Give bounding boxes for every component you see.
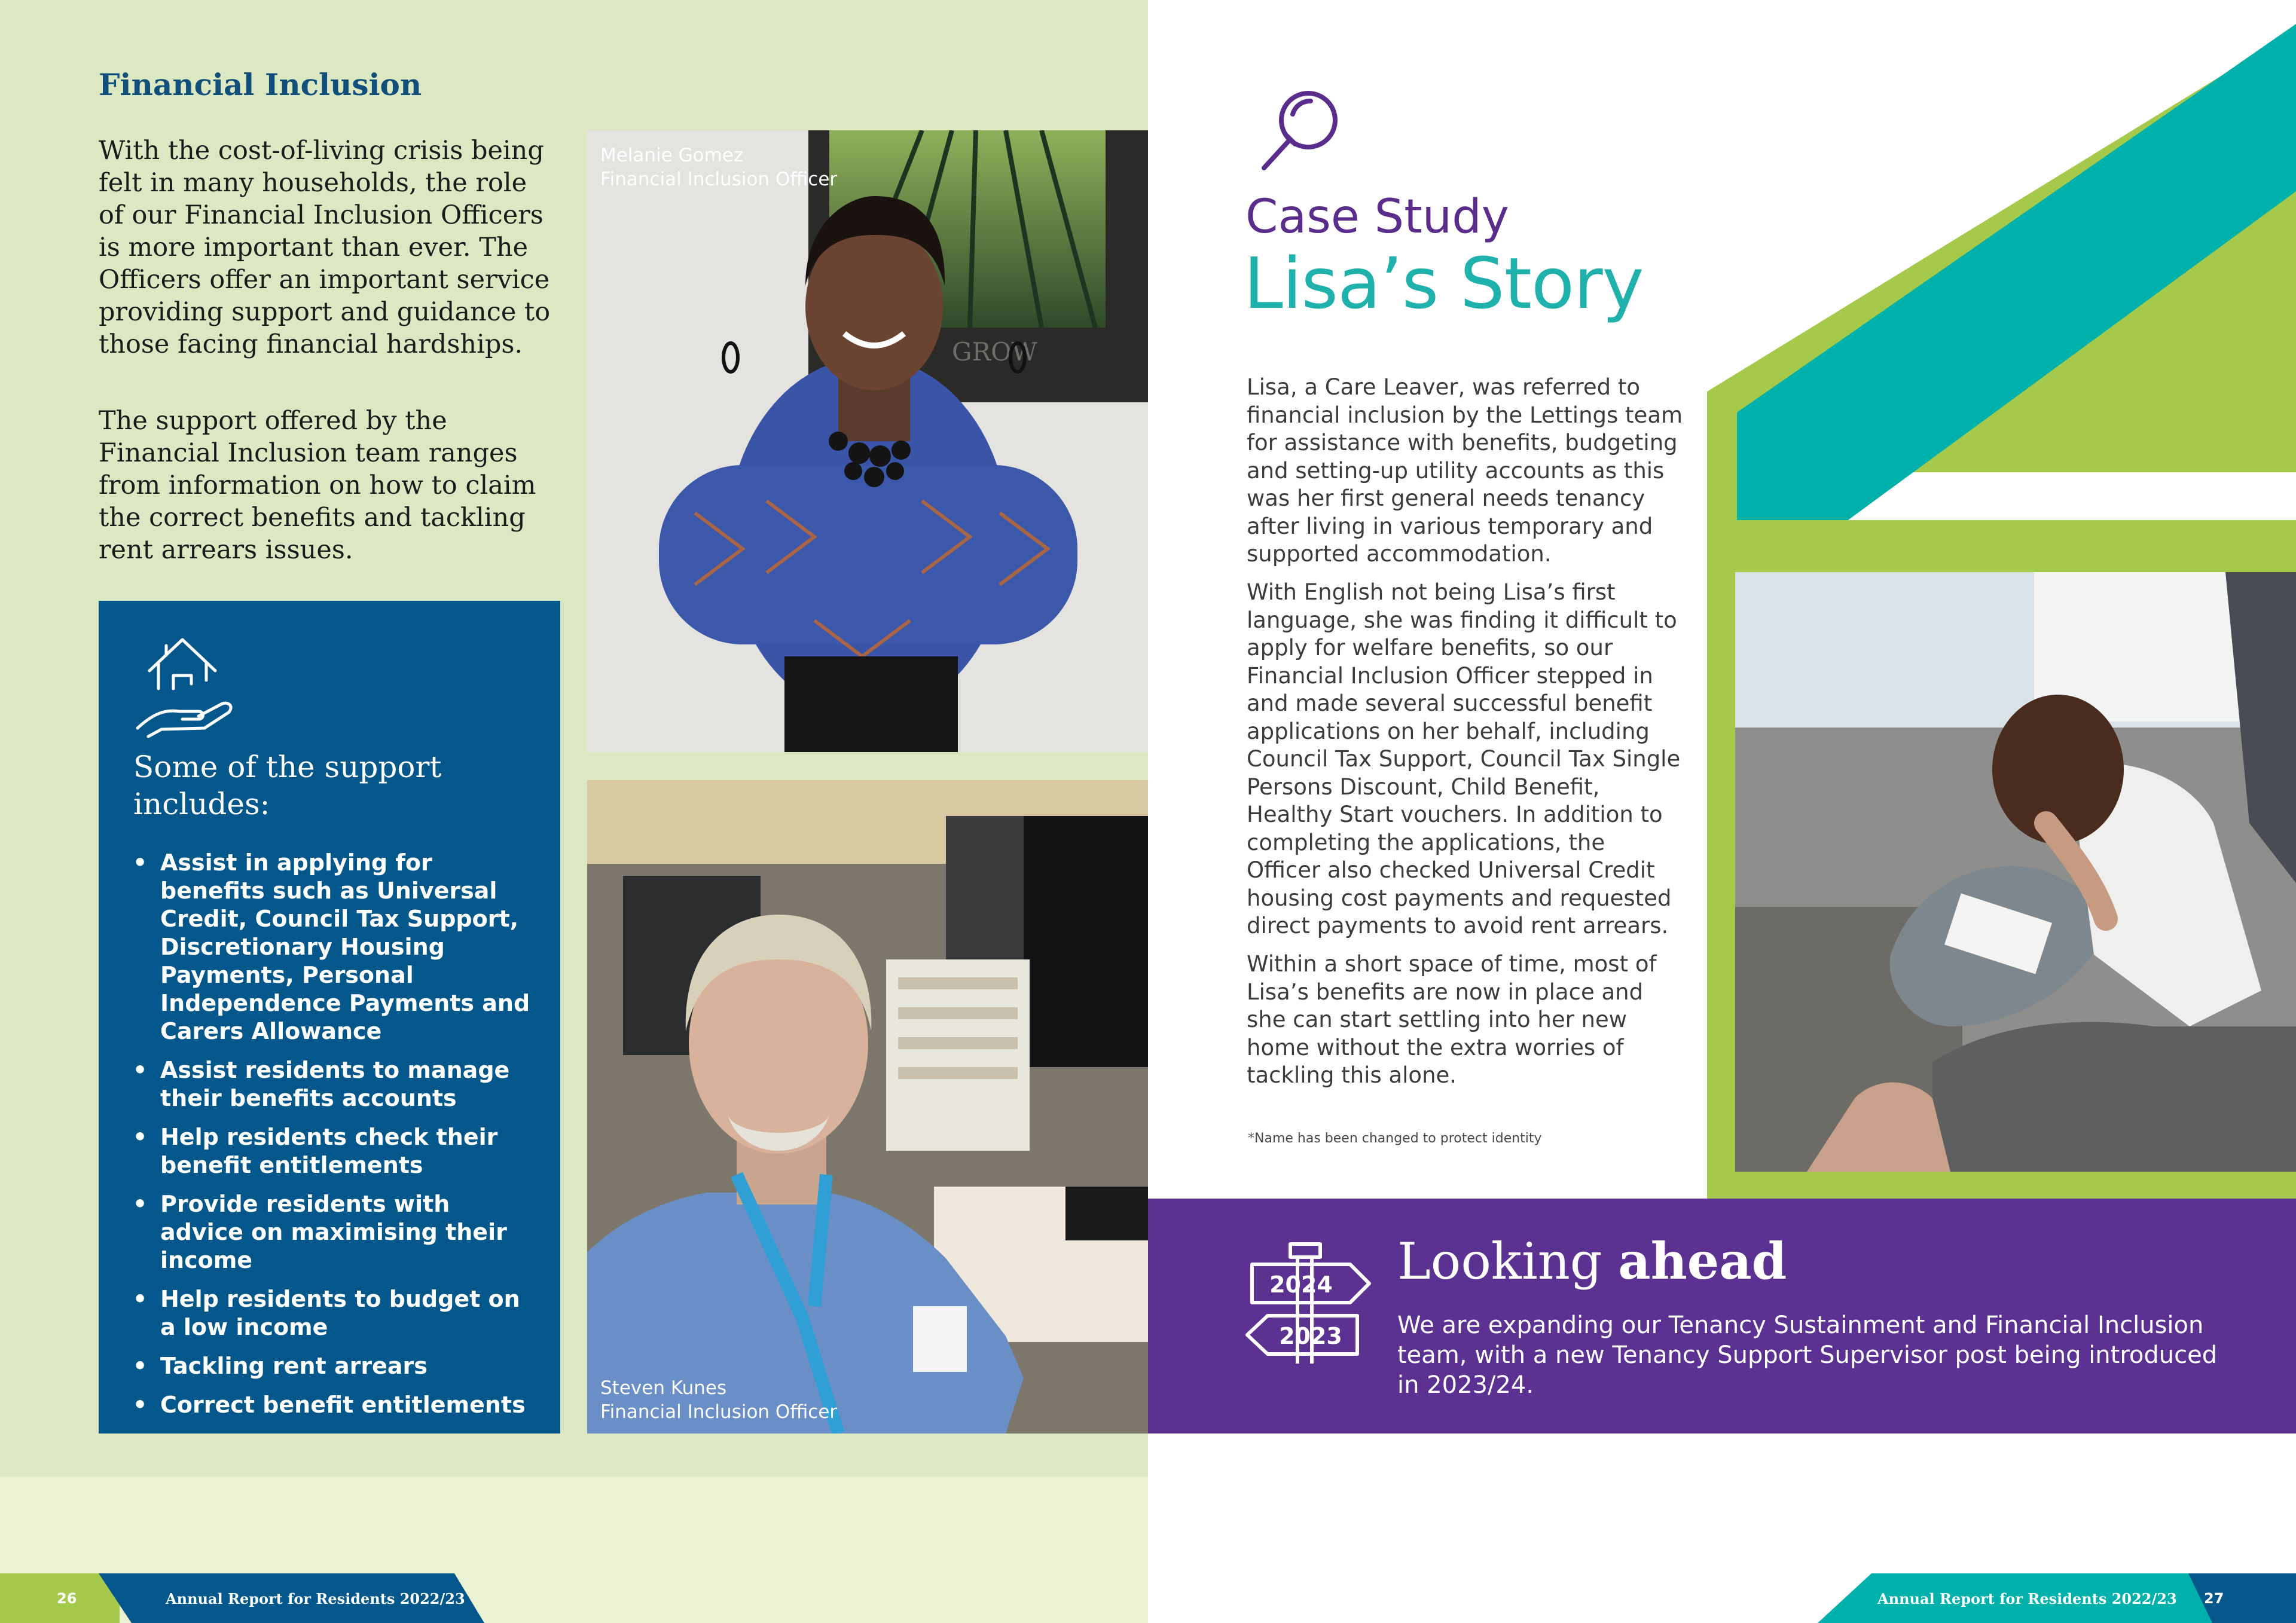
- story-paragraph: Lisa, a Care Leaver, was referred to financial inclusion by the Lettings team for assistance with benefits, budgeting and setting-up utility accounts as this was her first general needs tenancy after living in various temporary and supported accommodation.: [1247, 374, 1683, 567]
- footer-title-left: Annual Report for Residents 2022/23: [166, 1590, 465, 1607]
- list-item: • Help residents check their benefit entitlements: [133, 1123, 539, 1179]
- list-item: • Help residents to budget on a low income: [133, 1285, 539, 1341]
- signpost-icon: [1244, 1240, 1372, 1369]
- caption-name: Steven Kunes: [600, 1377, 727, 1399]
- caption-role: Financial Inclusion Officer: [600, 169, 838, 190]
- officer-photo-illustration: [587, 780, 1148, 1434]
- list-item: • Tackling rent arrears: [133, 1352, 539, 1380]
- page-number-right: 27: [2204, 1590, 2224, 1607]
- list-item: • Provide residents with advice on maximising their income: [133, 1190, 539, 1274]
- officer-photo: [587, 780, 1148, 1434]
- photo-caption: [600, 143, 837, 191]
- house-in-hand-icon: [132, 634, 245, 738]
- magnifying-glass-icon: [1256, 87, 1345, 188]
- story-title: Lisa’s Story: [1244, 242, 1644, 325]
- title-bold: ahead: [1618, 1231, 1787, 1291]
- poster-word: GROW: [952, 337, 1037, 366]
- sign-top-year: 2024: [1269, 1271, 1333, 1298]
- support-list: [133, 849, 539, 1430]
- looking-ahead-title: [1397, 1231, 1787, 1291]
- page-number-left: 26: [57, 1590, 77, 1607]
- title-plain: Looking: [1397, 1232, 1619, 1291]
- list-item: • Correct benefit entitlements: [133, 1391, 539, 1419]
- looking-ahead-body: We are expanding our Tenancy Sustainment and Financial Inclusion team, with a new Tenancy Support Supervisor post being introduced in 2023/24.: [1397, 1312, 2218, 1399]
- support-box-title: Some of the support includes:: [133, 750, 442, 821]
- footer-title-right: Annual Report for Residents 2022/23: [1877, 1590, 2177, 1607]
- intro-paragraph: With the cost-of-living crisis being felt in many households, the role of our Financial Inclusion Officers is more important than ever. The Officers offer an important service providing support and guidance to those facing financial hardships.: [99, 136, 551, 359]
- story-paragraph: Within a short space of time, most of Lisa’s benefits are now in place and she can start settling into her new home without the extra worries of tackling this alone.: [1247, 951, 1657, 1088]
- story-paragraph: With English not being Lisa’s first language, she was finding it difficult to apply for welfare benefits, so our Financial Inclusion Officer stepped in and made several successful benefit applications on her behalf, including Council Tax Support, Council Tax Single Persons Discount, Child Benefit, Healthy Start vouchers. In addition to completing the applications, the Officer also checked Universal Credit housing cost payments and requested direct payments to avoid rent arrears.: [1247, 579, 1681, 939]
- footnote: *Name has been changed to protect identity: [1248, 1131, 1542, 1146]
- section-heading: Financial Inclusion: [99, 67, 422, 102]
- case-study-photo-illustration: [1735, 572, 2296, 1172]
- sign-bottom-year: 2023: [1279, 1323, 1342, 1349]
- case-study-label: Case Study: [1245, 190, 1509, 244]
- list-item: • Assist residents to manage their benefits accounts: [133, 1056, 539, 1112]
- list-item: • Assist in applying for benefits such as Universal Credit, Council Tax Support, Discretionary Housing Payments, Personal Independence Payments and Carers Allowance: [133, 849, 539, 1046]
- photo-caption: [600, 1376, 837, 1424]
- caption-role: Financial Inclusion Officer: [600, 1401, 838, 1423]
- caption-name: Melanie Gomez: [600, 145, 744, 166]
- officer-photo-illustration: [587, 130, 1148, 752]
- officer-photo: [587, 130, 1148, 752]
- case-study-photo: [1735, 572, 2296, 1172]
- intro-paragraph: The support offered by the Financial Inclusion team ranges from information on how to claim the correct benefits and tackling rent arrears issues.: [99, 406, 536, 565]
